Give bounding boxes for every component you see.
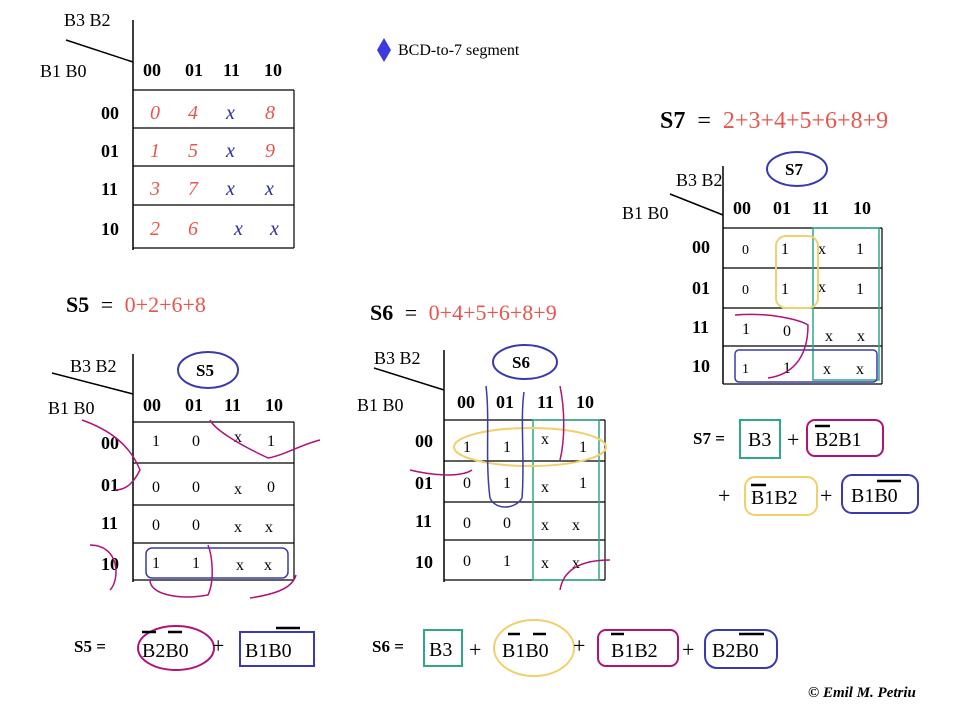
kmap-cell: 1 xyxy=(742,321,750,338)
s7-badge: S7 xyxy=(785,160,803,179)
kmap-cell: x xyxy=(234,218,243,240)
kmap-cell: x xyxy=(572,555,580,572)
kmap-cell: 0 xyxy=(463,475,471,492)
kmap-cell: 1 xyxy=(781,241,789,258)
s5-plus: + xyxy=(212,633,225,658)
row-header: 00 xyxy=(101,433,119,453)
kmap-cell: 1 xyxy=(152,433,160,450)
s6-expr-label: S6 = xyxy=(372,637,404,656)
s7-minterms: 2+3+4+5+6+8+9 xyxy=(722,108,889,134)
row-header: 11 xyxy=(101,179,119,199)
kmap-cell: 1 xyxy=(579,475,587,492)
copyright-note: © Emil M. Petriu xyxy=(808,685,916,701)
kmap-cell: x xyxy=(856,361,864,378)
row-header: 10 xyxy=(101,219,119,239)
s5-expr-label: S5 = xyxy=(74,637,106,656)
row-header: 01 xyxy=(101,141,119,161)
kmap-cell: 0 xyxy=(152,479,160,496)
s6-term: B3 xyxy=(429,639,453,661)
col-header: 11 xyxy=(537,392,555,412)
col-header: 01 xyxy=(496,392,514,412)
row-header: 01 xyxy=(692,278,710,298)
banner-label: BCD-to-7 segment xyxy=(398,42,520,59)
kmap-cell: x xyxy=(572,517,580,534)
kmap-cell: x xyxy=(818,279,826,296)
kmap-cell: 5 xyxy=(188,140,198,162)
col-header: 00 xyxy=(457,392,475,412)
kmap-cell: x xyxy=(823,361,831,378)
s6-heading-equals: = xyxy=(404,300,418,325)
kmap-cell: 0 xyxy=(783,323,791,340)
s6-term: B1B2 xyxy=(611,640,658,662)
s5-minterms: 0+2+6+8 xyxy=(124,292,206,317)
col-var-label: B3 B2 xyxy=(64,10,111,30)
kmap-cell: 1 xyxy=(579,439,587,456)
kmap-cell: 1 xyxy=(503,439,511,456)
kmap-cell: x xyxy=(234,429,242,446)
kmap-cell: 1 xyxy=(783,360,791,377)
row-header: 10 xyxy=(692,356,710,376)
kmap-diagonal xyxy=(374,368,444,390)
s5-badge: S5 xyxy=(196,361,214,380)
col-header: 00 xyxy=(143,395,161,415)
s7-plus: + xyxy=(820,483,833,508)
s7-term: B1B2 xyxy=(751,487,798,509)
kmap-cell: 8 xyxy=(265,102,275,124)
kmap-cell: 6 xyxy=(188,218,198,240)
kmap-cell: x xyxy=(265,178,274,200)
kmap-cell: x xyxy=(226,178,235,200)
s7-heading xyxy=(660,108,888,134)
row-var-label: B1 B0 xyxy=(48,398,95,418)
col-header: 10 xyxy=(853,198,871,218)
s6-heading-name: S6 xyxy=(370,300,394,325)
kmap-cell: 3 xyxy=(150,178,160,200)
s6-term: B1B0 xyxy=(502,640,549,662)
kmap-cell: 1 xyxy=(503,553,511,570)
kmap-cell: 1 xyxy=(267,433,275,450)
kmap-cell: 0 xyxy=(463,515,471,532)
kmap-cell: x xyxy=(265,519,273,536)
col-var-label: B3 B2 xyxy=(676,170,723,190)
kmap-cell: x xyxy=(264,557,272,574)
col-var-label: B3 B2 xyxy=(70,356,117,376)
s7-section xyxy=(622,108,918,515)
row-header: 11 xyxy=(692,317,710,337)
s5-heading-equals: = xyxy=(100,292,114,317)
banner xyxy=(377,38,520,62)
s6-group-loop xyxy=(560,560,610,590)
kmap-cell: 1 xyxy=(781,281,789,298)
s7-plus: + xyxy=(787,427,800,452)
row-var-label: B1 B0 xyxy=(622,203,669,223)
kmap-cell: 0 xyxy=(267,479,275,496)
row-var-label: B1 B0 xyxy=(40,61,87,81)
kmap-cell: 1 xyxy=(856,241,864,258)
s5-term: B2B0 xyxy=(142,640,189,662)
col-header: 11 xyxy=(812,198,830,218)
s6-heading xyxy=(370,300,557,325)
kmap-cell: 0 xyxy=(503,515,511,532)
s6-minterms: 0+4+5+6+8+9 xyxy=(428,300,557,325)
col-header: 00 xyxy=(143,60,161,80)
kmap-diagonal xyxy=(670,194,723,215)
kmap-cell: 1 xyxy=(463,439,471,456)
s6-section xyxy=(357,300,777,676)
row-header: 11 xyxy=(101,513,119,533)
kmap-cell: 0 xyxy=(150,102,160,124)
kmap-cell: x xyxy=(541,479,549,496)
col-var-label: B3 B2 xyxy=(374,348,421,368)
kmap-cell: x xyxy=(236,557,244,574)
kmap-diagonal xyxy=(66,40,133,62)
kmap-cell: x xyxy=(234,481,242,498)
s5-section xyxy=(48,292,320,670)
kmap-cell: x xyxy=(234,519,242,536)
s5-term: B1B0 xyxy=(245,640,292,662)
kmap-cell: 1 xyxy=(150,140,160,162)
s5-heading-name: S5 xyxy=(66,292,90,317)
row-header: 00 xyxy=(101,103,119,123)
kmap-cell: 0 xyxy=(152,517,160,534)
kmap-cell: 1 xyxy=(503,475,511,492)
col-header: 00 xyxy=(733,198,751,218)
row-header: 01 xyxy=(415,473,433,493)
kmap-cell: 0 xyxy=(192,433,200,450)
s6-plus: + xyxy=(573,633,586,658)
kmap-cell: 7 xyxy=(188,178,198,200)
s6-badge: S6 xyxy=(512,353,530,372)
s6-plus: + xyxy=(682,637,695,662)
row-header: 01 xyxy=(101,475,119,495)
kmap-cell: 9 xyxy=(265,140,275,162)
kmap-cell: x xyxy=(226,102,235,124)
row-header: 10 xyxy=(415,552,433,572)
col-header: 10 xyxy=(265,395,283,415)
kmap-cell: 0 xyxy=(742,243,749,258)
s6-plus: + xyxy=(469,637,482,662)
col-header: 10 xyxy=(576,392,594,412)
col-header: 11 xyxy=(223,60,241,80)
kmap-cell: x xyxy=(541,431,549,448)
row-header: 00 xyxy=(692,237,710,257)
col-header: 10 xyxy=(264,60,282,80)
s7-expr-label: S7 = xyxy=(693,429,725,448)
row-header: 10 xyxy=(101,554,119,574)
col-header: 01 xyxy=(773,198,791,218)
row-var-label: B1 B0 xyxy=(357,395,404,415)
kmap-cell: x xyxy=(270,218,279,240)
kmap-diagonal xyxy=(52,373,133,394)
s7-term: B2B1 xyxy=(815,429,862,451)
kmap-cell: 1 xyxy=(152,555,160,572)
kmap-cell: 4 xyxy=(188,102,198,124)
s5-group-loop xyxy=(210,420,320,458)
kmap-cell: 0 xyxy=(192,517,200,534)
col-header: 01 xyxy=(185,60,203,80)
kmap-cell: 0 xyxy=(463,553,471,570)
kmap-cell: 0 xyxy=(742,283,749,298)
s7-plus: + xyxy=(718,483,731,508)
s7-heading-equals: = xyxy=(697,108,711,134)
kmap-cell: 1 xyxy=(192,555,200,572)
row-header: 00 xyxy=(415,431,433,451)
s7-term: B1B0 xyxy=(851,485,898,507)
kmap-cell: x xyxy=(818,241,826,258)
kmap-cell: 1 xyxy=(856,281,864,298)
kmap-cell: 2 xyxy=(150,218,160,240)
kmap-cell: x xyxy=(226,140,235,162)
s7-heading-name: S7 xyxy=(660,108,686,134)
kmap-main xyxy=(40,10,294,250)
s5-heading xyxy=(66,292,206,317)
s6-group-loop xyxy=(560,386,564,460)
kmap-cell: 0 xyxy=(192,479,200,496)
diamond-icon xyxy=(377,38,391,62)
s6-term: B2B0 xyxy=(712,640,759,662)
kmap-cell: 1 xyxy=(742,362,749,377)
s7-term: B3 xyxy=(748,429,772,451)
kmap-cell: x xyxy=(857,328,865,345)
col-header: 01 xyxy=(185,395,203,415)
kmap-cell: x xyxy=(825,328,833,345)
kmap-cell: x xyxy=(541,555,549,572)
row-header: 11 xyxy=(415,511,433,531)
kmap-cell: x xyxy=(541,517,549,534)
col-header: 11 xyxy=(224,395,242,415)
